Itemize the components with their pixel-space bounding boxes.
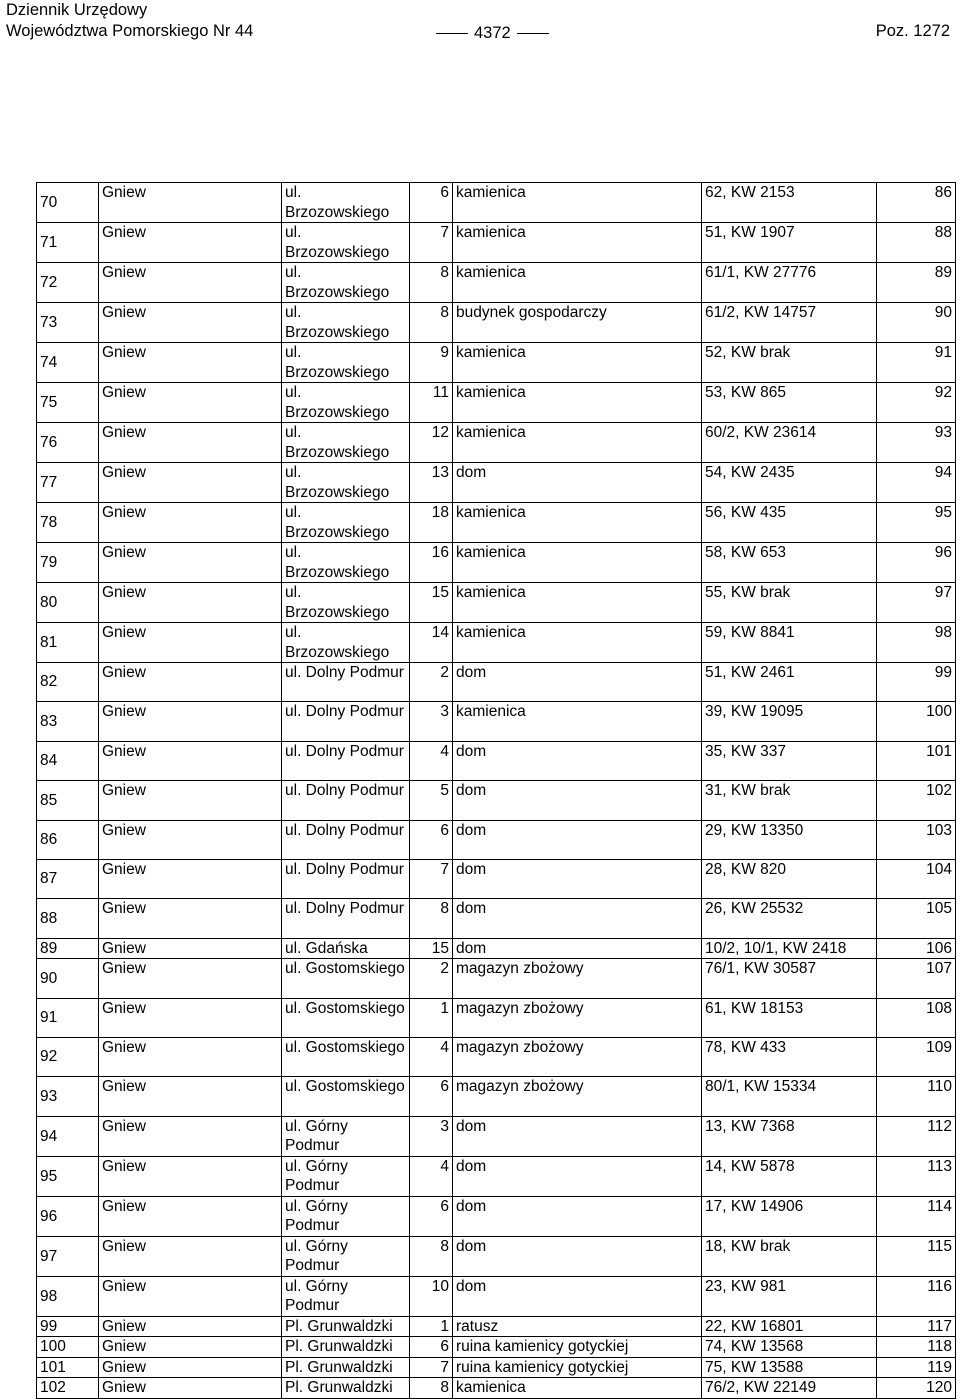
house-number-cell: 7 (410, 223, 453, 263)
table-row (37, 998, 956, 1037)
house-number-cell: 8 (410, 1378, 453, 1399)
building-type-cell: dom (453, 1196, 702, 1236)
row-number-cell: 88 (37, 899, 99, 938)
town-cell: Gniew (99, 1196, 282, 1236)
house-number-cell: 6 (410, 820, 453, 859)
register-number-cell: 86 (877, 183, 956, 223)
house-number-cell: 7 (410, 1357, 453, 1378)
building-type-cell: kamienica (453, 543, 702, 583)
plot-kw-cell: 58, KW 653 (702, 543, 877, 583)
town-cell: Gniew (99, 583, 282, 623)
table-row (37, 663, 956, 702)
table-row (37, 781, 956, 820)
street-cell: ul. Górny Podmur (282, 1236, 410, 1276)
table-row (37, 383, 956, 423)
register-number-cell: 91 (877, 343, 956, 383)
table-row (37, 1357, 956, 1378)
house-number-cell: 4 (410, 1156, 453, 1196)
table-row (37, 183, 956, 223)
house-number-cell: 5 (410, 781, 453, 820)
plot-kw-cell: 29, KW 13350 (702, 820, 877, 859)
table-row (37, 263, 956, 303)
house-number-cell: 10 (410, 1276, 453, 1316)
register-number-cell: 106 (877, 938, 956, 959)
house-number-cell: 12 (410, 423, 453, 463)
building-type-cell: kamienica (453, 383, 702, 423)
street-cell: ul. Brzozowskiego (282, 423, 410, 463)
street-cell: ul. Gostomskiego (282, 1038, 410, 1077)
building-type-cell: dom (453, 820, 702, 859)
plot-kw-cell: 22, KW 16801 (702, 1316, 877, 1337)
building-type-cell: dom (453, 899, 702, 938)
street-cell: ul. Gdańska (282, 938, 410, 959)
plot-kw-cell: 14, KW 5878 (702, 1156, 877, 1196)
plot-kw-cell: 62, KW 2153 (702, 183, 877, 223)
register-number-cell: 92 (877, 383, 956, 423)
register-number-cell: 95 (877, 503, 956, 543)
register-number-cell: 115 (877, 1236, 956, 1276)
plot-kw-cell: 52, KW brak (702, 343, 877, 383)
house-number-cell: 18 (410, 503, 453, 543)
building-type-cell: magazyn zbożowy (453, 1077, 702, 1116)
town-cell: Gniew (99, 1038, 282, 1077)
house-number-cell: 16 (410, 543, 453, 583)
plot-kw-cell: 51, KW 1907 (702, 223, 877, 263)
register-number-cell: 102 (877, 781, 956, 820)
plot-kw-cell: 80/1, KW 15334 (702, 1077, 877, 1116)
table-row (37, 1156, 956, 1196)
row-number-cell: 79 (37, 543, 99, 583)
position-label: Poz. 1272 (875, 22, 950, 40)
building-type-cell: magazyn zbożowy (453, 998, 702, 1037)
building-type-cell: dom (453, 1156, 702, 1196)
row-number-cell: 76 (37, 423, 99, 463)
town-cell: Gniew (99, 1316, 282, 1337)
row-number-cell: 80 (37, 583, 99, 623)
town-cell: Gniew (99, 1357, 282, 1378)
register-number-cell: 113 (877, 1156, 956, 1196)
street-cell: ul. Dolny Podmur (282, 859, 410, 898)
street-cell: ul. Brzozowskiego (282, 343, 410, 383)
register-number-cell: 112 (877, 1116, 956, 1156)
building-type-cell: kamienica (453, 343, 702, 383)
plot-kw-cell: 10/2, 10/1, KW 2418 (702, 938, 877, 959)
street-cell: ul. Brzozowskiego (282, 263, 410, 303)
row-number-cell: 84 (37, 741, 99, 780)
plot-kw-cell: 26, KW 25532 (702, 899, 877, 938)
house-number-cell: 6 (410, 1196, 453, 1236)
row-number-cell: 74 (37, 343, 99, 383)
house-number-cell: 6 (410, 183, 453, 223)
row-number-cell: 89 (37, 938, 99, 959)
building-type-cell: dom (453, 938, 702, 959)
table-row (37, 741, 956, 780)
town-cell: Gniew (99, 820, 282, 859)
building-type-cell: magazyn zbożowy (453, 1038, 702, 1077)
street-cell: ul. Brzozowskiego (282, 223, 410, 263)
house-number-cell: 1 (410, 1316, 453, 1337)
register-number-cell: 99 (877, 663, 956, 702)
town-cell: Gniew (99, 781, 282, 820)
table-row (37, 1276, 956, 1316)
row-number-cell: 92 (37, 1038, 99, 1077)
house-number-cell: 3 (410, 1116, 453, 1156)
plot-kw-cell: 13, KW 7368 (702, 1116, 877, 1156)
plot-kw-cell: 59, KW 8841 (702, 623, 877, 663)
town-cell: Gniew (99, 702, 282, 741)
dash-right (517, 33, 549, 34)
row-number-cell: 96 (37, 1196, 99, 1236)
register-number-cell: 90 (877, 303, 956, 343)
town-cell: Gniew (99, 1156, 282, 1196)
building-type-cell: budynek gospodarczy (453, 303, 702, 343)
building-type-cell: dom (453, 741, 702, 780)
table-row (37, 463, 956, 503)
table-row (37, 583, 956, 623)
street-cell: ul. Górny Podmur (282, 1276, 410, 1316)
plot-kw-cell: 60/2, KW 23614 (702, 423, 877, 463)
register-number-cell: 105 (877, 899, 956, 938)
town-cell: Gniew (99, 183, 282, 223)
house-number-cell: 1 (410, 998, 453, 1037)
register-number-cell: 98 (877, 623, 956, 663)
row-number-cell: 91 (37, 998, 99, 1037)
town-cell: Gniew (99, 223, 282, 263)
building-type-cell: magazyn zbożowy (453, 959, 702, 998)
table-row (37, 223, 956, 263)
town-cell: Gniew (99, 859, 282, 898)
building-type-cell: dom (453, 859, 702, 898)
street-cell: ul. Gostomskiego (282, 1077, 410, 1116)
building-type-cell: kamienica (453, 223, 702, 263)
table-row (37, 1316, 956, 1337)
street-cell: ul. Brzozowskiego (282, 183, 410, 223)
town-cell: Gniew (99, 1236, 282, 1276)
house-number-cell: 8 (410, 1236, 453, 1276)
register-number-cell: 109 (877, 1038, 956, 1077)
street-cell: ul. Gostomskiego (282, 959, 410, 998)
town-cell: Gniew (99, 663, 282, 702)
row-number-cell: 82 (37, 663, 99, 702)
row-number-cell: 100 (37, 1337, 99, 1358)
street-cell: ul. Brzozowskiego (282, 503, 410, 543)
street-cell: ul. Gostomskiego (282, 998, 410, 1037)
table-row (37, 623, 956, 663)
town-cell: Gniew (99, 899, 282, 938)
plot-kw-cell: 75, KW 13588 (702, 1357, 877, 1378)
register-number-cell: 117 (877, 1316, 956, 1337)
building-type-cell: kamienica (453, 503, 702, 543)
town-cell: Gniew (99, 263, 282, 303)
town-cell: Gniew (99, 938, 282, 959)
town-cell: Gniew (99, 423, 282, 463)
table-row (37, 859, 956, 898)
street-cell: ul. Dolny Podmur (282, 741, 410, 780)
house-number-cell: 4 (410, 1038, 453, 1077)
table-row (37, 1236, 956, 1276)
table-row (37, 702, 956, 741)
register-number-cell: 94 (877, 463, 956, 503)
building-type-cell: ratusz (453, 1316, 702, 1337)
register-number-cell: 101 (877, 741, 956, 780)
register-number-cell: 119 (877, 1357, 956, 1378)
table-row (37, 959, 956, 998)
register-number-cell: 120 (877, 1378, 956, 1399)
town-cell: Gniew (99, 998, 282, 1037)
building-type-cell: dom (453, 1276, 702, 1316)
table-row (37, 543, 956, 583)
row-number-cell: 93 (37, 1077, 99, 1116)
street-cell: ul. Górny Podmur (282, 1156, 410, 1196)
journal-issue: Województwa Pomorskiego Nr 44 (6, 22, 254, 40)
plot-kw-cell: 78, KW 433 (702, 1038, 877, 1077)
street-cell: ul. Dolny Podmur (282, 820, 410, 859)
building-type-cell: ruina kamienicy gotyckiej (453, 1357, 702, 1378)
row-number-cell: 83 (37, 702, 99, 741)
building-type-cell: kamienica (453, 423, 702, 463)
table-row (37, 1337, 956, 1358)
house-number-cell: 11 (410, 383, 453, 423)
register-number-cell: 108 (877, 998, 956, 1037)
street-cell: ul. Brzozowskiego (282, 383, 410, 423)
table-row (37, 1378, 956, 1399)
register-number-cell: 118 (877, 1337, 956, 1358)
house-number-cell: 8 (410, 303, 453, 343)
row-number-cell: 70 (37, 183, 99, 223)
building-type-cell: kamienica (453, 702, 702, 741)
house-number-cell: 15 (410, 583, 453, 623)
table-row (37, 938, 956, 959)
row-number-cell: 86 (37, 820, 99, 859)
town-cell: Gniew (99, 1378, 282, 1399)
street-cell: ul. Brzozowskiego (282, 583, 410, 623)
plot-kw-cell: 18, KW brak (702, 1236, 877, 1276)
building-type-cell: kamienica (453, 1378, 702, 1399)
register-number-cell: 97 (877, 583, 956, 623)
register-table (36, 182, 956, 1399)
building-type-cell: dom (453, 781, 702, 820)
street-cell: ul. Brzozowskiego (282, 463, 410, 503)
table-row (37, 1038, 956, 1077)
table-row (37, 899, 956, 938)
street-cell: ul. Dolny Podmur (282, 781, 410, 820)
plot-kw-cell: 56, KW 435 (702, 503, 877, 543)
row-number-cell: 101 (37, 1357, 99, 1378)
register-number-cell: 104 (877, 859, 956, 898)
plot-kw-cell: 17, KW 14906 (702, 1196, 877, 1236)
row-number-cell: 81 (37, 623, 99, 663)
plot-kw-cell: 74, KW 13568 (702, 1337, 877, 1358)
building-type-cell: kamienica (453, 183, 702, 223)
town-cell: Gniew (99, 1337, 282, 1358)
building-type-cell: kamienica (453, 583, 702, 623)
plot-kw-cell: 61, KW 18153 (702, 998, 877, 1037)
house-number-cell: 2 (410, 663, 453, 702)
plot-kw-cell: 55, KW brak (702, 583, 877, 623)
register-number-cell: 103 (877, 820, 956, 859)
plot-kw-cell: 31, KW brak (702, 781, 877, 820)
row-number-cell: 98 (37, 1276, 99, 1316)
house-number-cell: 13 (410, 463, 453, 503)
street-cell: Pl. Grunwaldzki (282, 1378, 410, 1399)
table-row (37, 1077, 956, 1116)
table-row (37, 303, 956, 343)
building-type-cell: ruina kamienicy gotyckiej (453, 1337, 702, 1358)
page-number (430, 23, 555, 44)
journal-title: Dziennik Urzędowy (6, 1, 148, 19)
town-cell: Gniew (99, 741, 282, 780)
plot-kw-cell: 61/2, KW 14757 (702, 303, 877, 343)
row-number-cell: 94 (37, 1116, 99, 1156)
house-number-cell: 7 (410, 859, 453, 898)
plot-kw-cell: 53, KW 865 (702, 383, 877, 423)
plot-kw-cell: 61/1, KW 27776 (702, 263, 877, 303)
plot-kw-cell: 76/2, KW 22149 (702, 1378, 877, 1399)
register-rows (37, 183, 956, 1399)
house-number-cell: 3 (410, 702, 453, 741)
building-type-cell: dom (453, 1116, 702, 1156)
town-cell: Gniew (99, 1276, 282, 1316)
house-number-cell: 2 (410, 959, 453, 998)
row-number-cell: 77 (37, 463, 99, 503)
row-number-cell: 72 (37, 263, 99, 303)
house-number-cell: 14 (410, 623, 453, 663)
street-cell: Pl. Grunwaldzki (282, 1337, 410, 1358)
register-number-cell: 107 (877, 959, 956, 998)
street-cell: ul. Dolny Podmur (282, 663, 410, 702)
table-row (37, 1116, 956, 1156)
row-number-cell: 71 (37, 223, 99, 263)
building-type-cell: dom (453, 663, 702, 702)
street-cell: ul. Górny Podmur (282, 1116, 410, 1156)
town-cell: Gniew (99, 1116, 282, 1156)
row-number-cell: 78 (37, 503, 99, 543)
town-cell: Gniew (99, 463, 282, 503)
street-cell: Pl. Grunwaldzki (282, 1357, 410, 1378)
row-number-cell: 99 (37, 1316, 99, 1337)
row-number-cell: 90 (37, 959, 99, 998)
house-number-cell: 8 (410, 899, 453, 938)
table-row (37, 1196, 956, 1236)
street-cell: ul. Dolny Podmur (282, 899, 410, 938)
table-row (37, 423, 956, 463)
journal-header (6, 0, 253, 42)
house-number-cell: 9 (410, 343, 453, 383)
street-cell: ul. Górny Podmur (282, 1196, 410, 1236)
street-cell: ul. Brzozowskiego (282, 303, 410, 343)
row-number-cell: 75 (37, 383, 99, 423)
table-row (37, 343, 956, 383)
plot-kw-cell: 54, KW 2435 (702, 463, 877, 503)
street-cell: Pl. Grunwaldzki (282, 1316, 410, 1337)
town-cell: Gniew (99, 1077, 282, 1116)
table-row (37, 503, 956, 543)
row-number-cell: 87 (37, 859, 99, 898)
house-number-cell: 4 (410, 741, 453, 780)
register-number-cell: 89 (877, 263, 956, 303)
plot-kw-cell: 28, KW 820 (702, 859, 877, 898)
page-number-text: 4372 (474, 24, 511, 42)
house-number-cell: 6 (410, 1337, 453, 1358)
street-cell: ul. Brzozowskiego (282, 543, 410, 583)
row-number-cell: 95 (37, 1156, 99, 1196)
town-cell: Gniew (99, 343, 282, 383)
plot-kw-cell: 35, KW 337 (702, 741, 877, 780)
building-type-cell: dom (453, 1236, 702, 1276)
town-cell: Gniew (99, 623, 282, 663)
house-number-cell: 15 (410, 938, 453, 959)
plot-kw-cell: 51, KW 2461 (702, 663, 877, 702)
register-number-cell: 114 (877, 1196, 956, 1236)
town-cell: Gniew (99, 543, 282, 583)
town-cell: Gniew (99, 383, 282, 423)
register-number-cell: 110 (877, 1077, 956, 1116)
building-type-cell: dom (453, 463, 702, 503)
plot-kw-cell: 76/1, KW 30587 (702, 959, 877, 998)
register-number-cell: 96 (877, 543, 956, 583)
street-cell: ul. Dolny Podmur (282, 702, 410, 741)
table-row (37, 820, 956, 859)
plot-kw-cell: 39, KW 19095 (702, 702, 877, 741)
row-number-cell: 97 (37, 1236, 99, 1276)
building-type-cell: kamienica (453, 623, 702, 663)
town-cell: Gniew (99, 303, 282, 343)
dash-left (436, 33, 468, 34)
register-number-cell: 116 (877, 1276, 956, 1316)
row-number-cell: 102 (37, 1378, 99, 1399)
plot-kw-cell: 23, KW 981 (702, 1276, 877, 1316)
register-number-cell: 100 (877, 702, 956, 741)
street-cell: ul. Brzozowskiego (282, 623, 410, 663)
row-number-cell: 85 (37, 781, 99, 820)
row-number-cell: 73 (37, 303, 99, 343)
town-cell: Gniew (99, 959, 282, 998)
register-number-cell: 93 (877, 423, 956, 463)
house-number-cell: 6 (410, 1077, 453, 1116)
register-number-cell: 88 (877, 223, 956, 263)
house-number-cell: 8 (410, 263, 453, 303)
building-type-cell: kamienica (453, 263, 702, 303)
town-cell: Gniew (99, 503, 282, 543)
